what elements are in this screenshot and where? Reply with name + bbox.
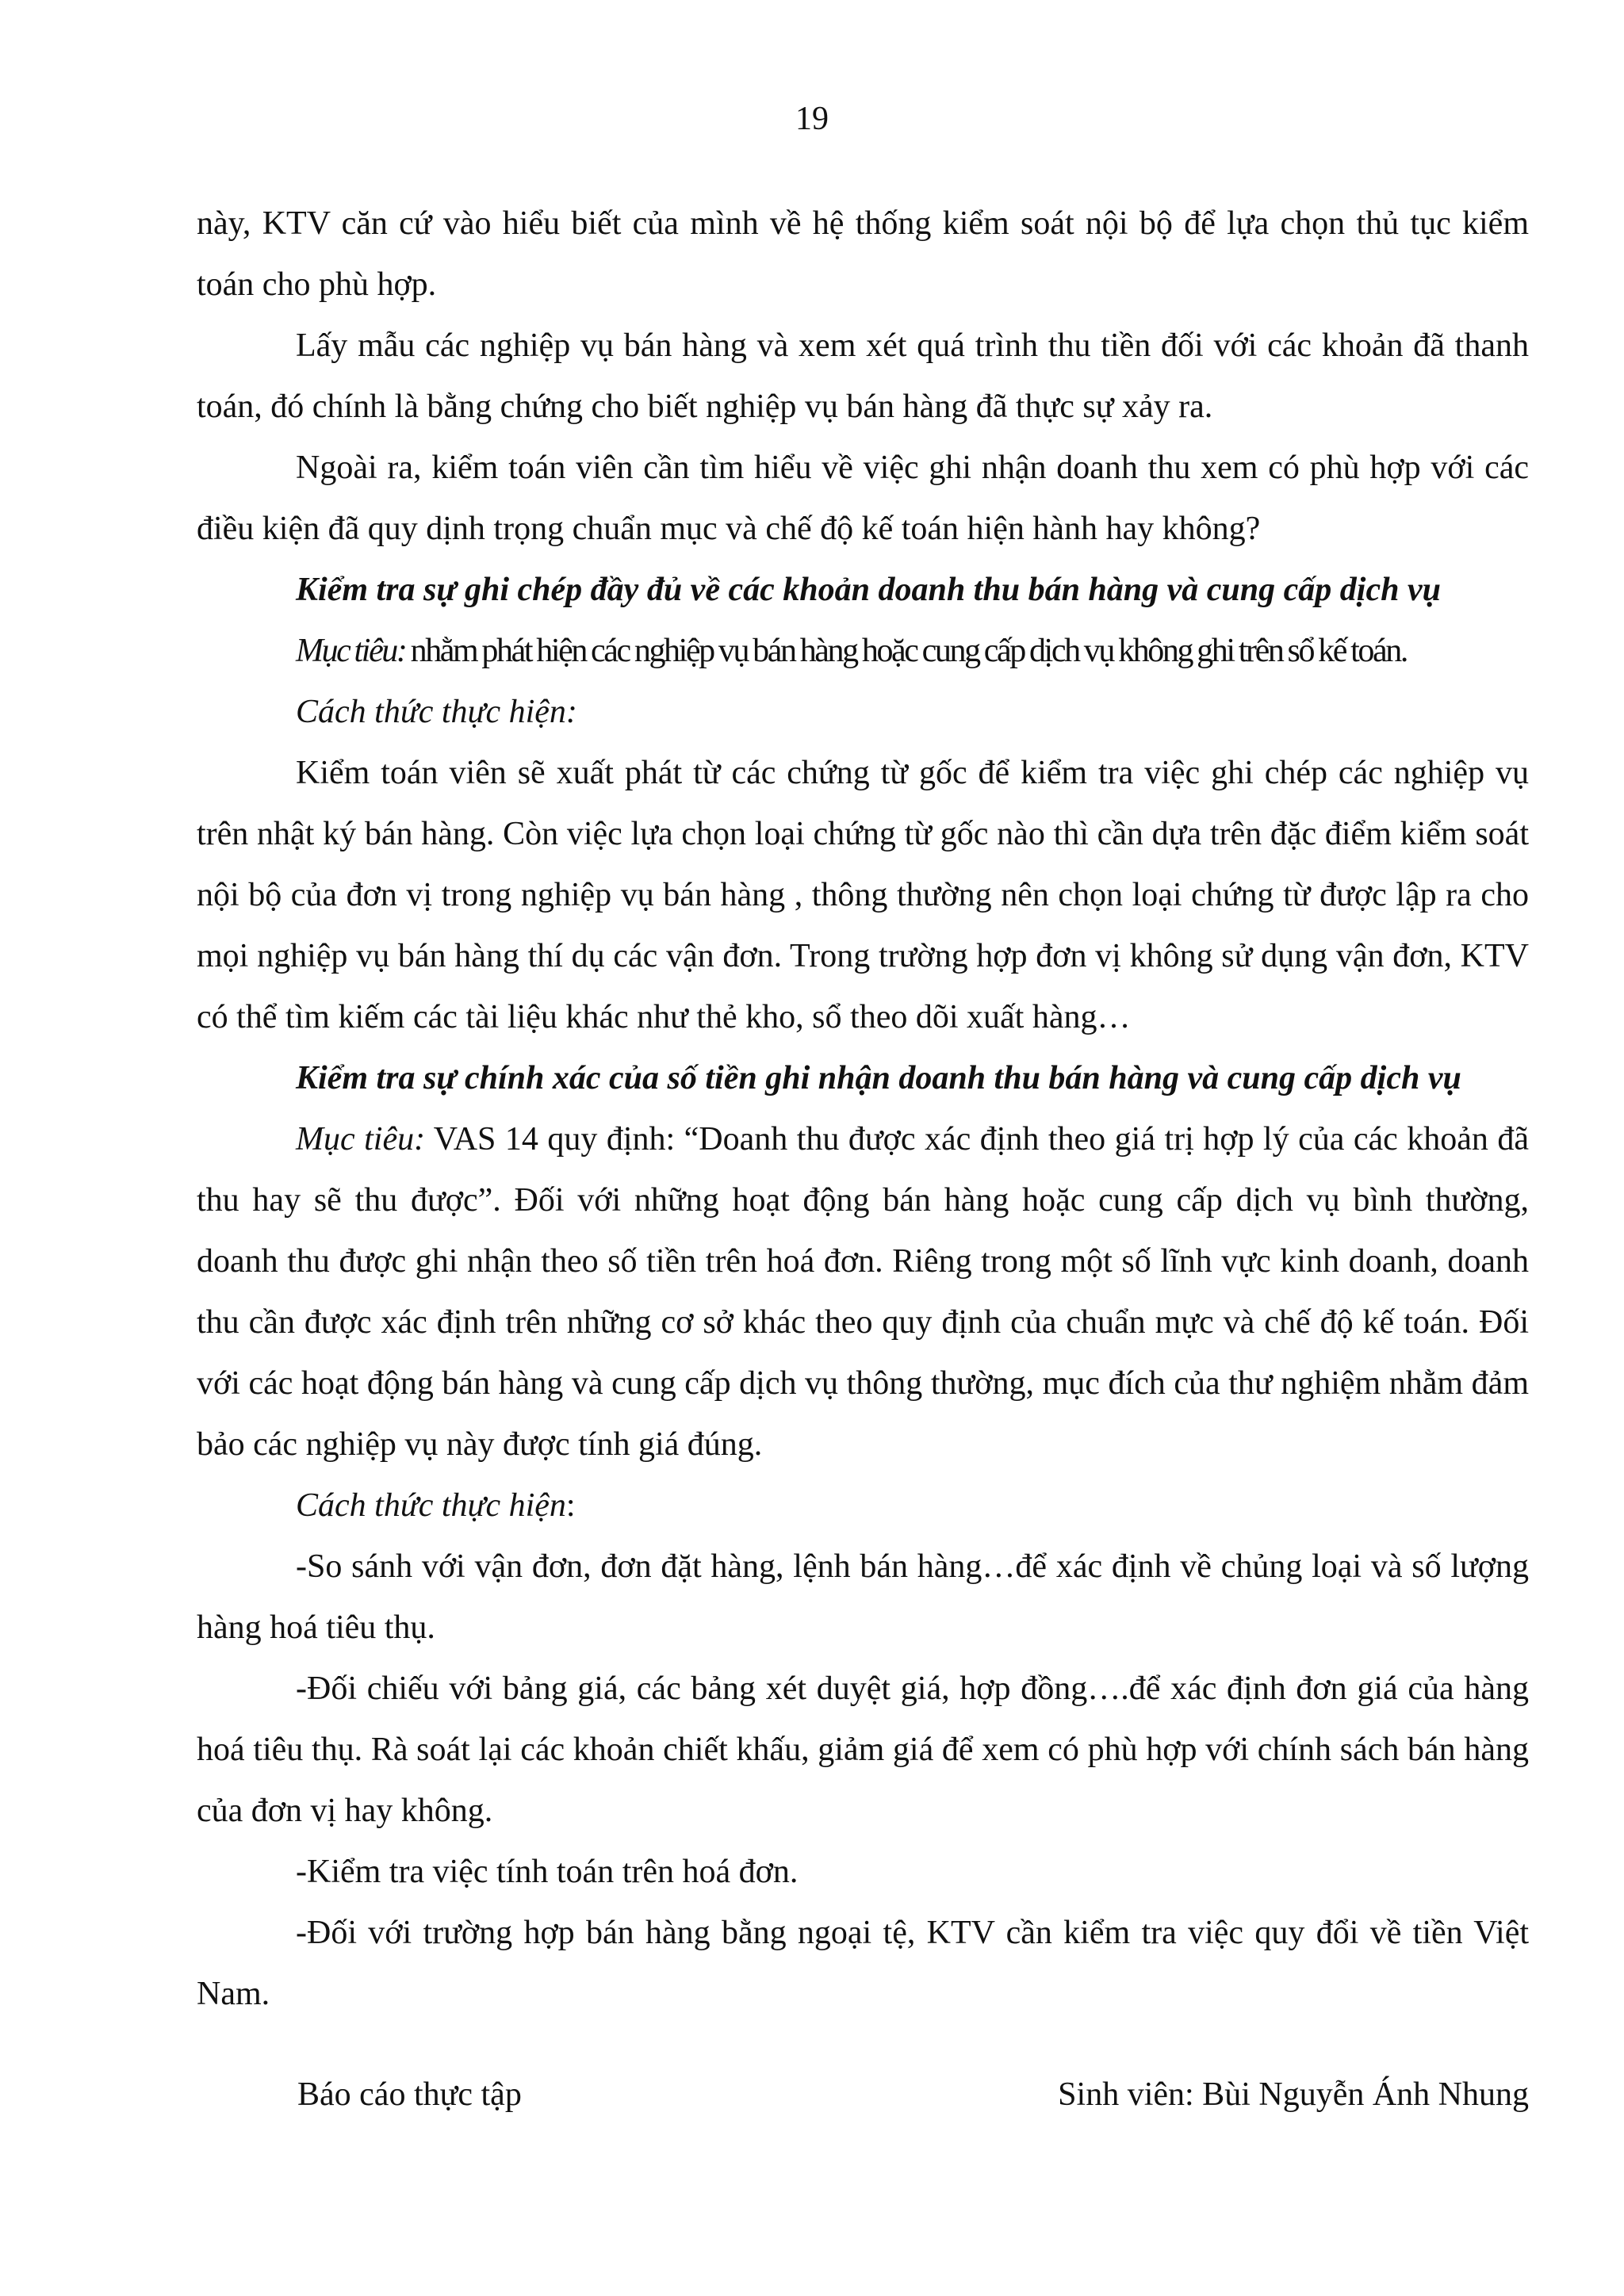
page-number: 19	[795, 101, 829, 137]
footer-right: Sinh viên: Bùi Nguyễn Ánh Nhung	[1058, 2076, 1529, 2113]
objective-paragraph	[197, 621, 1529, 682]
paragraph: Lấy mẫu các nghiệp vụ bán hàng và xem xét quá trình thu tiền đối với các khoản đã thanh toán, đó chính là bằng chứng cho biết nghiệp vụ bán hàng đã thực sự xảy ra.	[197, 327, 1529, 425]
paragraph: Kiểm toán viên sẽ xuất phát từ các chứng từ gốc để kiểm tra việc ghi chép các nghiệp vụ trên nhật ký bán hàng. Còn việc lựa chọn loại chứng từ gốc nào thì cần dựa trên đặc điểm kiểm soát nội bộ của đơn vị trong nghiệp vụ bán hàng , thông thường nên chọn loại chứng từ được lập ra cho mọi nghiệp vụ bán hàng thí dụ các vận đơn. Trong trường hợp đơn vị không sử dụng vận đơn, KTV có thể tìm kiếm các tài liệu khác như thẻ kho, sổ theo dõi xuất hàng…	[197, 755, 1529, 1035]
objective-text: nhằm phát hiện các nghiệp vụ bán hàng hoặc cung cấp dịch vụ không ghi trên sổ kế toán.	[405, 633, 1407, 669]
list-item: -Kiểm tra việc tính toán trên hoá đơn.	[296, 1854, 799, 1890]
document-body	[197, 193, 1529, 2025]
paragraph: Ngoài ra, kiểm toán viên cần tìm hiểu về việc ghi nhận doanh thu xem có phù hợp với các điều kiện đã quy dịnh trọng chuẩn mục và chế độ kế toán hiện hành hay không?	[197, 450, 1529, 547]
paragraph: này, KTV căn cứ vào hiểu biết của mình về hệ thống kiểm soát nội bộ để lựa chọn thủ tục kiểm toán cho phù hợp.	[197, 205, 1529, 303]
section-heading: Kiểm tra sự ghi chép đầy đủ về các khoản doanh thu bán hàng và cung cấp dịch vụ	[296, 572, 1441, 608]
objective-text: VAS 14 quy định: “Doanh thu được xác định theo giá trị hợp lý của các khoản đã thu hay sẽ thu được”. Đối với những hoạt động bán hàng hoặc cung cấp dịch vụ bình thường, doanh thu được ghi nhận theo số tiền trên hoá đơn. Riêng trong một số lĩnh vực kinh doanh, doanh thu cần được xác định trên những cơ sở khác theo quy định của chuẩn mực và chế độ kế toán. Đối với các hoạt động bán hàng và cung cấp dịch vụ thông thường, mục đích của thư nghiệm nhằm đảm bảo các nghiệp vụ này được tính giá đúng.	[197, 1121, 1530, 1463]
method-paragraph	[197, 1475, 1529, 1536]
method-label: Cách thức thực hiện	[296, 1487, 566, 1524]
list-item: -Đối với trường hợp bán hàng bằng ngoại tệ, KTV cần kiểm tra việc quy đổi về tiền Việt Nam.	[197, 1915, 1529, 2012]
objective-label: Mục tiêu:	[296, 633, 406, 669]
list-item: -Đối chiếu với bảng giá, các bảng xét duyệt giá, hợp đồng….để xác định đơn giá của hàng hoá tiêu thụ. Rà soát lại các khoản chiết khấu, giảm giá để xem có phù hợp với chính sách bán hàng của đơn vị hay không.	[197, 1670, 1529, 1829]
method-colon: :	[565, 1487, 576, 1524]
list-item: -So sánh với vận đơn, đơn đặt hàng, lệnh bán hàng…để xác định về chủng loại và số lượng hàng hoá tiêu thụ.	[197, 1548, 1529, 1646]
objective-paragraph	[197, 1109, 1529, 1475]
objective-label: Mục tiêu:	[296, 1121, 426, 1158]
section-heading: Kiểm tra sự chính xác của số tiền ghi nhận doanh thu bán hàng và cung cấp dịch vụ	[296, 1060, 1461, 1096]
page-footer	[297, 2069, 1529, 2120]
footer-left: Báo cáo thực tập	[297, 2076, 522, 2113]
method-label: Cách thức thực hiện:	[296, 694, 577, 730]
